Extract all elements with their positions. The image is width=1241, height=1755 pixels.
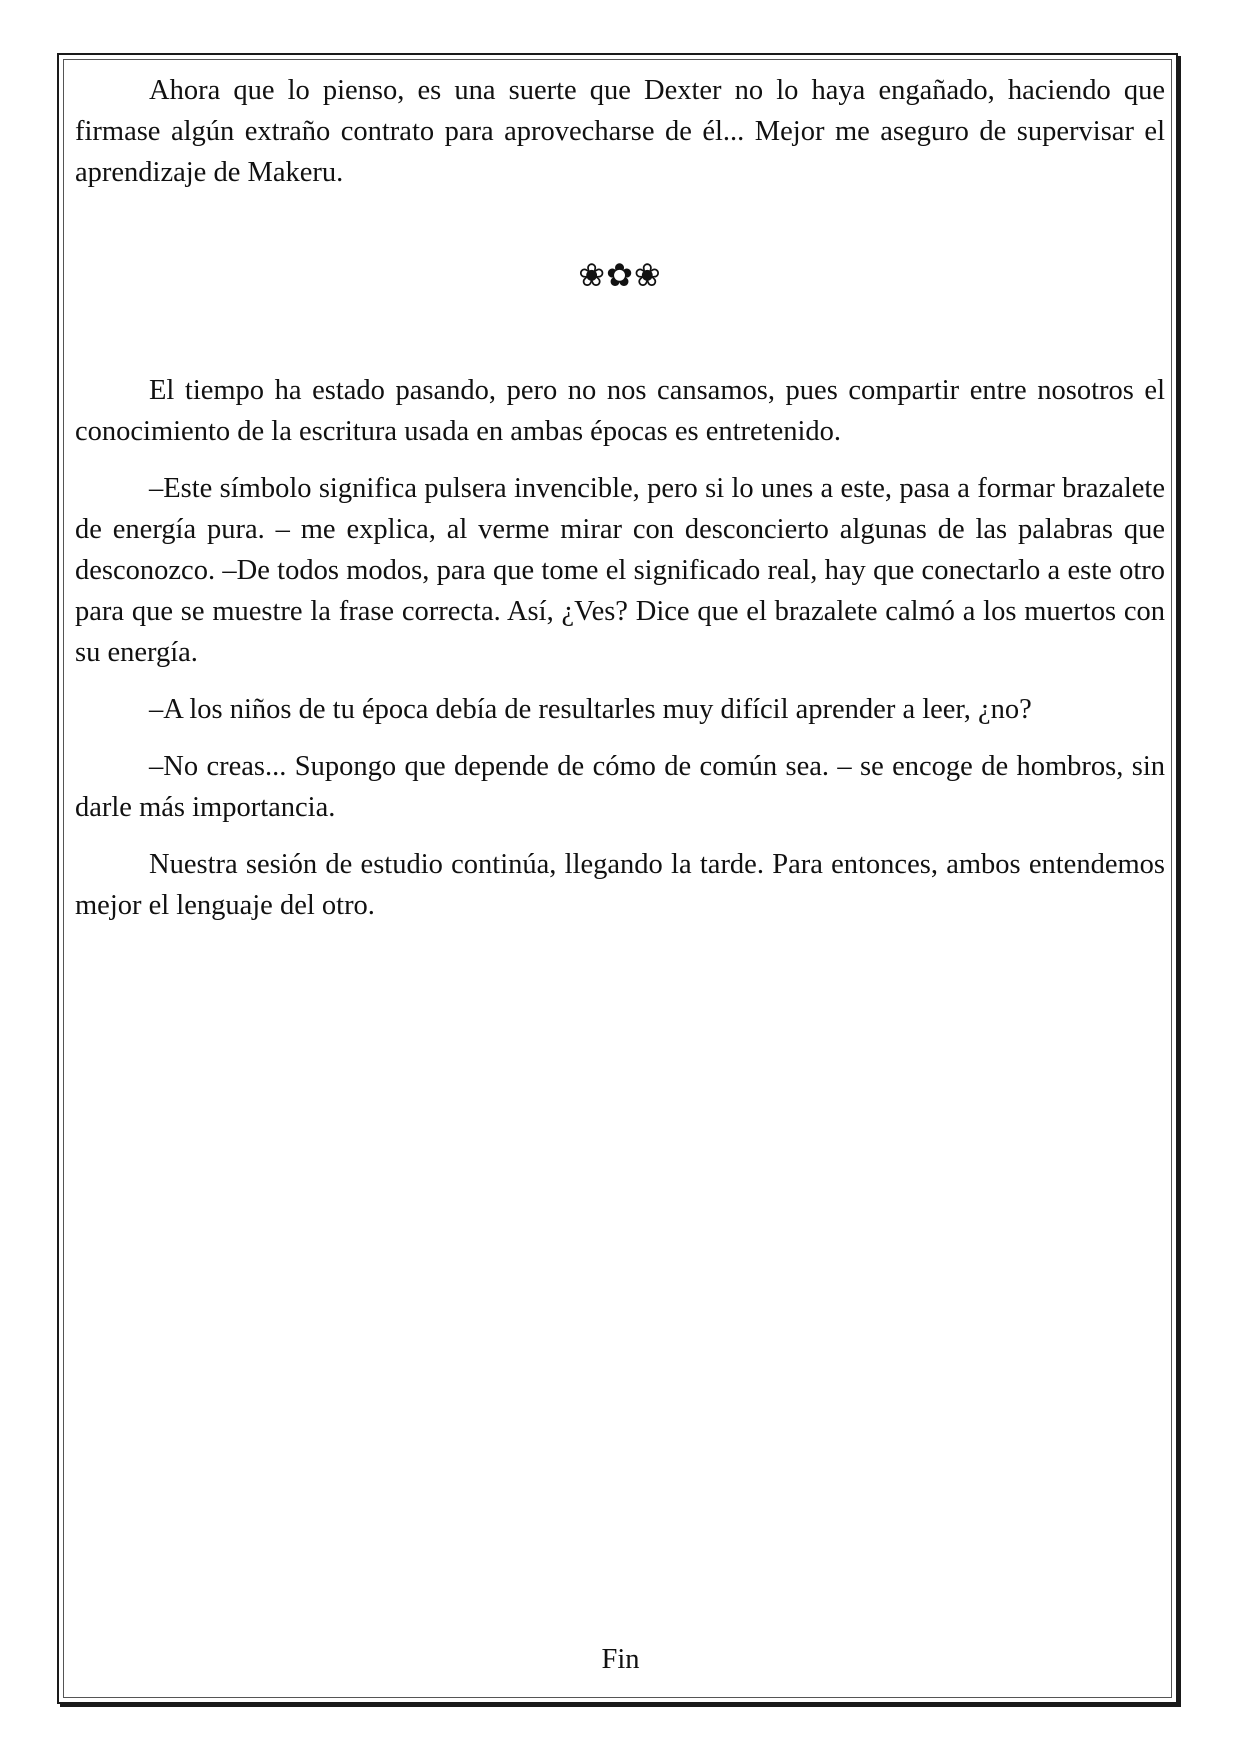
paragraph: –Este símbolo significa pulsera invencible, pero si lo unes a este, pasa a formar brazalete de energía pura. – me explica, al verme mirar con desconcierto algunas de las palabras que desconozco. –De todos modos, para que tome el significado real, hay que conectarlo a este otro para que se muestre la frase correcta. Así, ¿Ves? Dice que el brazalete calmó a los muertos con su energía. (75, 473, 1165, 668)
page-body (75, 70, 1165, 926)
section-separator-ornament: ❀✿❀ (578, 256, 662, 294)
paragraph: –A los niños de tu época debía de resultarles muy difícil aprender a leer, ¿no? (149, 694, 1032, 725)
end-label: Fin (601, 1644, 640, 1675)
paragraph: El tiempo ha estado pasando, pero no nos cansamos, pues compartir entre nosotros el conocimiento de la escritura usada en ambas épocas es entretenido. (75, 375, 1165, 447)
paragraph: Ahora que lo pienso, es una suerte que Dexter no lo haya engañado, haciendo que firmase algún extraño contrato para aprovecharse de él... Mejor me aseguro de supervisar el aprendizaje de Makeru. (75, 75, 1165, 188)
paragraph: –No creas... Supongo que depende de cómo de común sea. – se encoge de hombros, sin darle más importancia. (75, 751, 1165, 823)
paragraph: Nuestra sesión de estudio continúa, llegando la tarde. Para entonces, ambos entendemos mejor el lenguaje del otro. (75, 849, 1165, 921)
